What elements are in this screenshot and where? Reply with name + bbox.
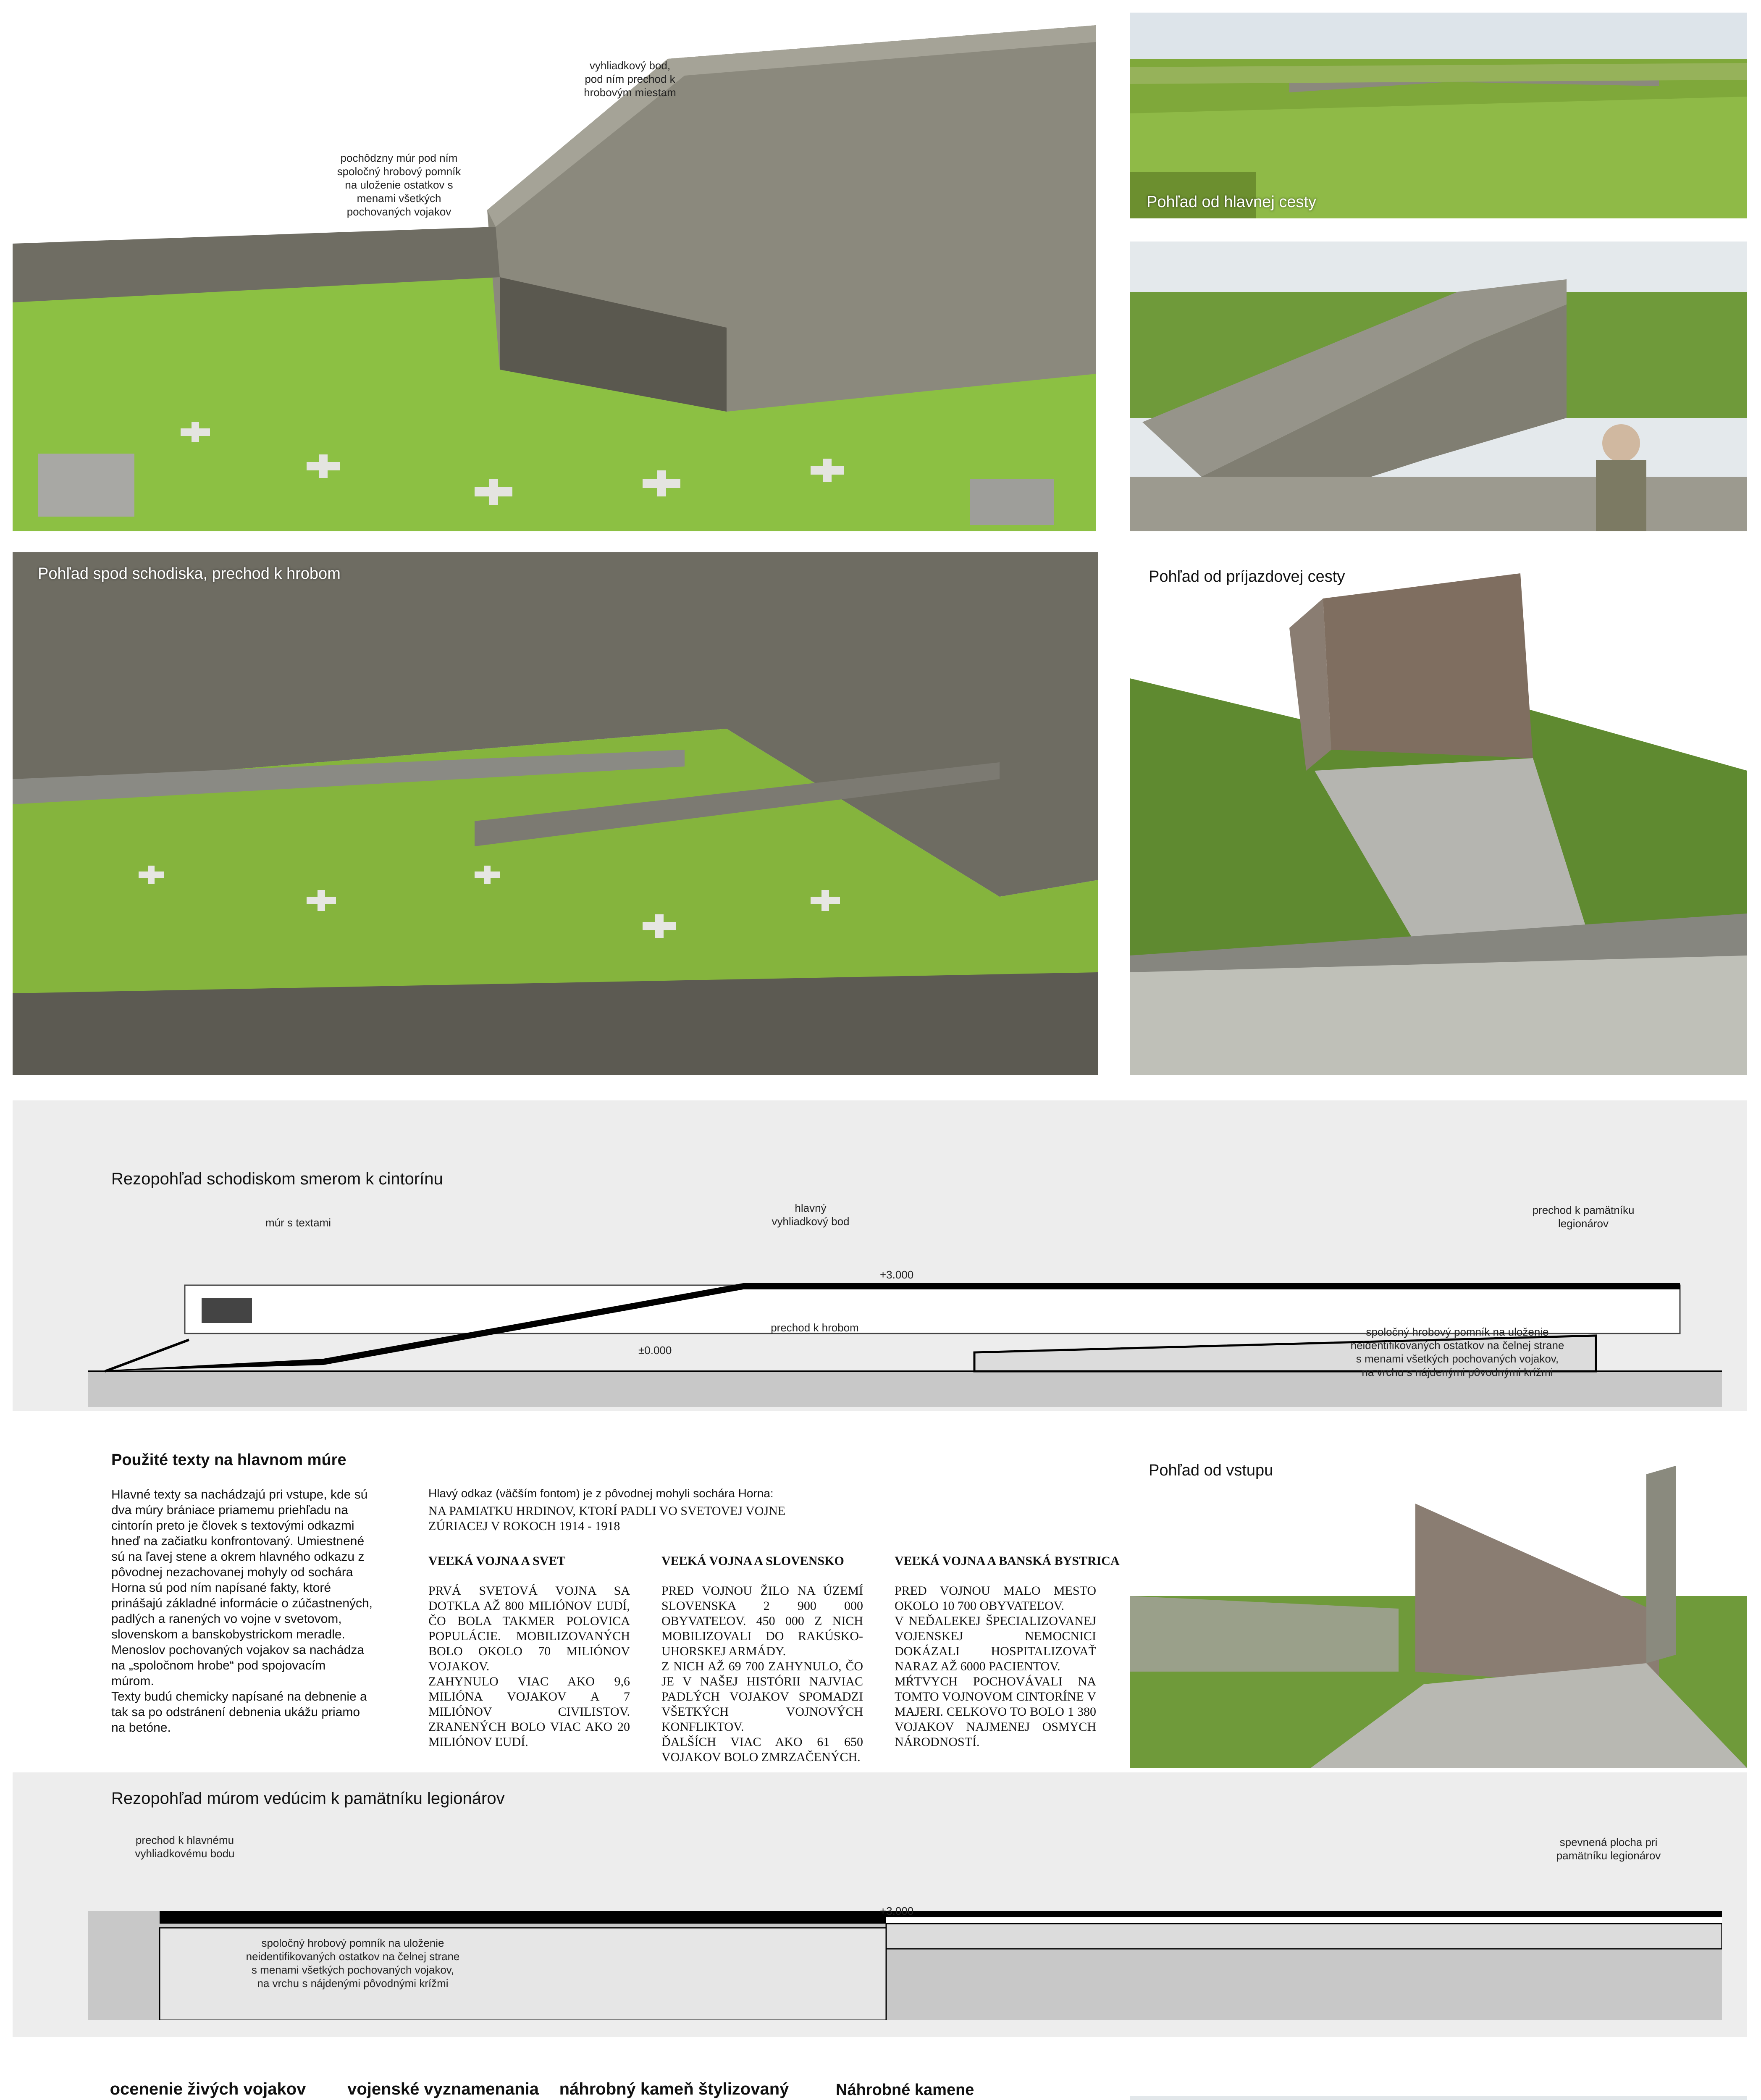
horn-intro: Hlavý odkaz (väčším fontom) je z pôvodnej mohyli sochára Horna: bbox=[428, 1487, 774, 1500]
caption-main-road: Pohľad od hlavnej cesty bbox=[1147, 193, 1317, 211]
label-to-graves: prechod k hrobom bbox=[771, 1321, 859, 1334]
gravestones-title: Náhrobné kamene bbox=[836, 2081, 974, 2099]
gravestones-col3-title: náhrobný kameň štylizovaný bbox=[559, 2080, 789, 2098]
level-top-1: +3.000 bbox=[880, 1268, 914, 1281]
render-graves-field bbox=[1130, 2096, 1747, 2100]
texts-body: Hlavné texty sa nachádzajú pri vstupe, kde sú dva múry brániace priamemu priehľadu na cintorín preto je človek s textovými odkazmi hneď na začiatku konfrontovaný. Umiestnené sú na ľavej stene a okrem hlavného odkazu z pôvodnej nezachovanej mohyly od sochára Horna sú pod ním napísané fakty, ktoré prinášajú základné informácie o zúčastnených, padlých a ranených vo vojne v svetovom, slovenskom a banskobystrickom meradle. Menoslov pochovaných vojakov sa nachádza na „spoločnom hrobe“ pod spojovacím múrom. Texty budú chemicky napísané na debnenie a tak sa po odstránení debnenia ukážu priamo na betóne. bbox=[111, 1488, 373, 1735]
gravestones-col1-title: ocenenie živých vojakov bbox=[110, 2080, 306, 2098]
col2-title: VEĽKÁ VOJNA A SLOVENSKO bbox=[661, 1554, 844, 1568]
caption-under-stairs: Pohľad spod schodiska, prechod k hrobom bbox=[38, 565, 341, 583]
col3-body: PRED VOJNOU MALO MESTO OKOLO 10 700 OBYVATEĽOV. V NEĎALEKEJ ŠPECIALIZOVANEJ VOJENSKEJ NEMOCNICI DOKÁZALI HOSPITALIZOVAŤ NARAZ AŽ 6000 PACIENTOV. MŔTVYCH POCHOVÁVALI NA TOMTO VOJNOVOM CINTORÍNE V MAJERI. CELKOVO TO BOLO 1 380 VOJAKOV NAJMENEJ OSMYCH NÁRODNOSTÍ. bbox=[895, 1584, 1096, 1749]
render-main-road bbox=[1130, 13, 1747, 218]
hero-render bbox=[13, 8, 1096, 531]
col2-body: PRED VOJNOU ŽILO NA ÚZEMÍ SLOVENSKA 2 900 000 OBYVATEĽOV. 450 000 Z NICH MOBILIZOVALI DO RAKÚSKO-UHORSKEJ ARMÁDY. Z NICH AŽ 69 700 ZAHYNULO, ČO JE V NAŠEJ HISTÓRII NAJVIAC PADLÝCH VOJAKOV SPOMADZI VŠETKÝCH VOJNOVÝCH KONFLIKTOV. ĎALŠÍCH VIAC AKO 61 650 VOJAKOV BOLO ZMRZAČENÝCH. bbox=[661, 1584, 863, 1764]
label-to-main-viewpoint: prechod k hlavnému vyhliadkovému bodu bbox=[135, 1834, 235, 1860]
gravestones-col2-title: vojenské vyznamenania bbox=[347, 2080, 539, 2098]
col1-body: PRVÁ SVETOVÁ VOJNA SA DOTKLA AŽ 800 MILIÓNOV ĽUDÍ, ČO BOLA TAKMER POLOVICA POPULÁCIE. MOBILIZOVANÝCH BOLO OKOLO 70 MILIÓNOV VOJAKOV. ZAHYNULO VIAC AKO 9,6 MILIÓNA VOJAKOV A 7 MILIÓNOV CIVILISTOV. ZRANENÝCH BOLO VIAC AKO 20 MILIÓNOV ĽUDÍ. bbox=[428, 1584, 630, 1749]
section1-title: Rezopohľad schodiskom smerom k cintorínu bbox=[111, 1170, 443, 1188]
render-under-stairs bbox=[13, 552, 1098, 1075]
level-zero-1: ±0.000 bbox=[638, 1344, 672, 1357]
label-common-grave-2: spoločný hrobový pomník na uloženie neidentifikovaných ostatkov na čelnej strane s menami všetkých pochovaných vojakov, na vrchu s nájdenými pôvodnými krížmi bbox=[246, 1937, 460, 1990]
horn-quote: NA PAMIATKU HRDINOV, KTORÍ PADLI VO SVETOVEJ VOJNE ZÚRIACEJ V ROKOCH 1914 - 1918 bbox=[428, 1504, 786, 1533]
col1-title: VEĽKÁ VOJNA A SVET bbox=[428, 1554, 566, 1568]
note-viewpoint: vyhliadkový bod, pod ním prechod k hrobovým miestam bbox=[584, 59, 676, 99]
section1-drawing bbox=[88, 1231, 1722, 1407]
label-wall-texts: múr s textami bbox=[265, 1216, 331, 1229]
label-common-grave-1: spoločný hrobový pomník na uloženie neidentifikovaných ostatkov na čelnej strane s menami všetkých pochovaných vojakov, na vrchu s nájdenými pôvodnými krížmi bbox=[1350, 1326, 1564, 1378]
label-to-legion: prechod k pamätníku legionárov bbox=[1532, 1204, 1635, 1230]
label-paved-area: spevnená plocha pri pamätníku legionárov bbox=[1556, 1836, 1661, 1862]
note-walkable-wall: pochôdzny múr pod ním spoločný hrobový pomník na uloženie ostatkov s menami všetkých pochovaných vojakov bbox=[337, 152, 461, 218]
caption-access-road: Pohľad od príjazdovej cesty bbox=[1149, 568, 1345, 585]
texts-title: Použité texty na hlavnom múre bbox=[111, 1451, 346, 1469]
render-wall-walk bbox=[1130, 242, 1747, 531]
render-entrance bbox=[1130, 1436, 1747, 1768]
level-top-2: +3.000 bbox=[880, 1905, 914, 1917]
col3-title: VEĽKÁ VOJNA A BANSKÁ BYSTRICA bbox=[895, 1554, 1120, 1568]
render-access-road bbox=[1130, 552, 1747, 1075]
section2-title: Rezopohľad múrom vedúcim k pamätníku legionárov bbox=[111, 1789, 505, 1808]
caption-entrance: Pohľad od vstupu bbox=[1149, 1462, 1273, 1479]
label-main-viewpoint: hlavný vyhliadkový bod bbox=[772, 1202, 850, 1228]
